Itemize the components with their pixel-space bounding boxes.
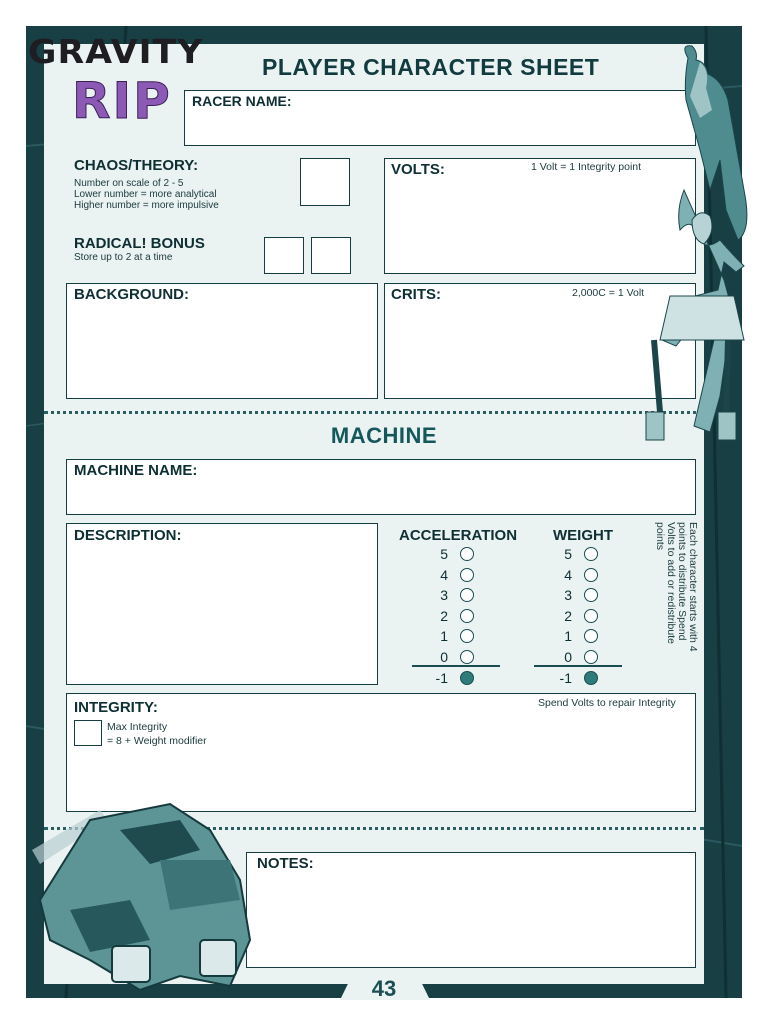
- acceleration-level-number: -1: [435, 670, 448, 686]
- radical-bonus-slot-1[interactable]: [264, 237, 304, 274]
- page-number: 43: [371, 976, 397, 1001]
- volts-note: 1 Volt = 1 Integrity point: [531, 161, 642, 173]
- background-label: BACKGROUND:: [74, 286, 189, 303]
- acceleration-level-number: 5: [440, 546, 448, 562]
- chaos-theory-note-1: Number on scale of 2 - 5: [74, 178, 184, 189]
- acceleration-level-circle[interactable]: [460, 609, 474, 623]
- weight-level-number: 0: [564, 648, 572, 665]
- weight-label: WEIGHT: [553, 527, 613, 544]
- weight-level-number: 5: [564, 546, 572, 562]
- weight-level-circle[interactable]: [584, 547, 598, 561]
- weight-level-circle[interactable]: [584, 629, 598, 643]
- max-integrity-box[interactable]: [74, 720, 102, 746]
- notes-label: NOTES:: [257, 855, 314, 872]
- radical-bonus-slot-2[interactable]: [311, 237, 351, 274]
- racer-name-label: RACER NAME:: [192, 93, 292, 109]
- acceleration-level-number: 2: [440, 607, 448, 624]
- max-integrity-line-2: = 8 + Weight modifier: [107, 735, 207, 747]
- acceleration-level-circle[interactable]: [460, 547, 474, 561]
- acceleration-level-circle[interactable]: [460, 671, 474, 685]
- acceleration-level-number: 4: [440, 566, 448, 583]
- weight-level-number: 4: [564, 566, 572, 583]
- weight-level-number: -1: [559, 670, 572, 686]
- weight-level-row[interactable]: [550, 585, 598, 605]
- stats-side-note: Each character starts with 4 points to distribute Spend Volts to add or redistribute points: [654, 522, 699, 652]
- weight-level-number: 3: [564, 587, 572, 603]
- weight-baseline: [534, 665, 622, 667]
- weight-level-row[interactable]: [550, 606, 598, 626]
- integrity-note: Spend Volts to repair Integrity: [538, 697, 676, 709]
- chaos-theory-note-3: Higher number = more impulsive: [74, 200, 219, 211]
- weight-level-circle[interactable]: [584, 650, 598, 664]
- crits-note: 2,000C = 1 Volt: [572, 287, 645, 299]
- racer-characters-illustration: [640, 40, 760, 450]
- radical-bonus-label: RADICAL! BONUS: [74, 235, 205, 252]
- logo-line-1: GRAVITY: [28, 32, 204, 71]
- machine-name-label: MACHINE NAME:: [74, 462, 198, 479]
- acceleration-level-circle[interactable]: [460, 650, 474, 664]
- acceleration-level-circle[interactable]: [460, 629, 474, 643]
- hover-racer-machine-illustration: [30, 790, 260, 990]
- acceleration-level-row[interactable]: [426, 626, 474, 646]
- acceleration-level-row[interactable]: [426, 668, 474, 688]
- weight-level-circle[interactable]: [584, 588, 598, 602]
- acceleration-level-circle[interactable]: [460, 588, 474, 602]
- weight-level-row[interactable]: [550, 565, 598, 585]
- acceleration-level-number: 1: [440, 628, 448, 644]
- weight-level-row[interactable]: [550, 544, 598, 564]
- acceleration-label: ACCELERATION: [399, 527, 518, 544]
- weight-level-number: 2: [564, 607, 572, 624]
- chaos-theory-note-2: Lower number = more analytical: [74, 189, 217, 200]
- gravity-rip-logo: [26, 30, 208, 130]
- weight-level-circle[interactable]: [584, 568, 598, 582]
- acceleration-level-circle[interactable]: [460, 568, 474, 582]
- section-divider-top: [44, 411, 704, 414]
- weight-level-number: 1: [564, 628, 572, 644]
- chaos-theory-field[interactable]: [300, 158, 350, 206]
- description-field[interactable]: [66, 523, 378, 685]
- weight-level-circle[interactable]: [584, 609, 598, 623]
- crits-label: CRITS:: [391, 286, 441, 303]
- logo-line-2: RIP: [72, 72, 172, 130]
- acceleration-level-row[interactable]: [426, 606, 474, 626]
- volts-label: VOLTS:: [391, 161, 445, 178]
- weight-level-row[interactable]: [550, 668, 598, 688]
- description-label: DESCRIPTION:: [74, 527, 182, 544]
- acceleration-level-row[interactable]: [426, 565, 474, 585]
- weight-level-row[interactable]: [550, 647, 598, 667]
- acceleration-level-number: 0: [440, 648, 448, 665]
- acceleration-level-number: 3: [440, 587, 448, 603]
- radical-bonus-note: Store up to 2 at a time: [74, 252, 173, 263]
- acceleration-level-row[interactable]: [426, 647, 474, 667]
- chaos-theory-label: CHAOS/THEORY:: [74, 157, 199, 174]
- acceleration-level-row[interactable]: [426, 585, 474, 605]
- machine-section-title: MACHINE: [330, 423, 438, 448]
- acceleration-level-row[interactable]: [426, 544, 474, 564]
- max-integrity-line-1: Max Integrity: [107, 721, 168, 733]
- weight-level-row[interactable]: [550, 626, 598, 646]
- acceleration-baseline: [412, 665, 500, 667]
- page-title: PLAYER CHARACTER SHEET: [262, 54, 600, 80]
- weight-level-circle[interactable]: [584, 671, 598, 685]
- integrity-label: INTEGRITY:: [74, 699, 158, 716]
